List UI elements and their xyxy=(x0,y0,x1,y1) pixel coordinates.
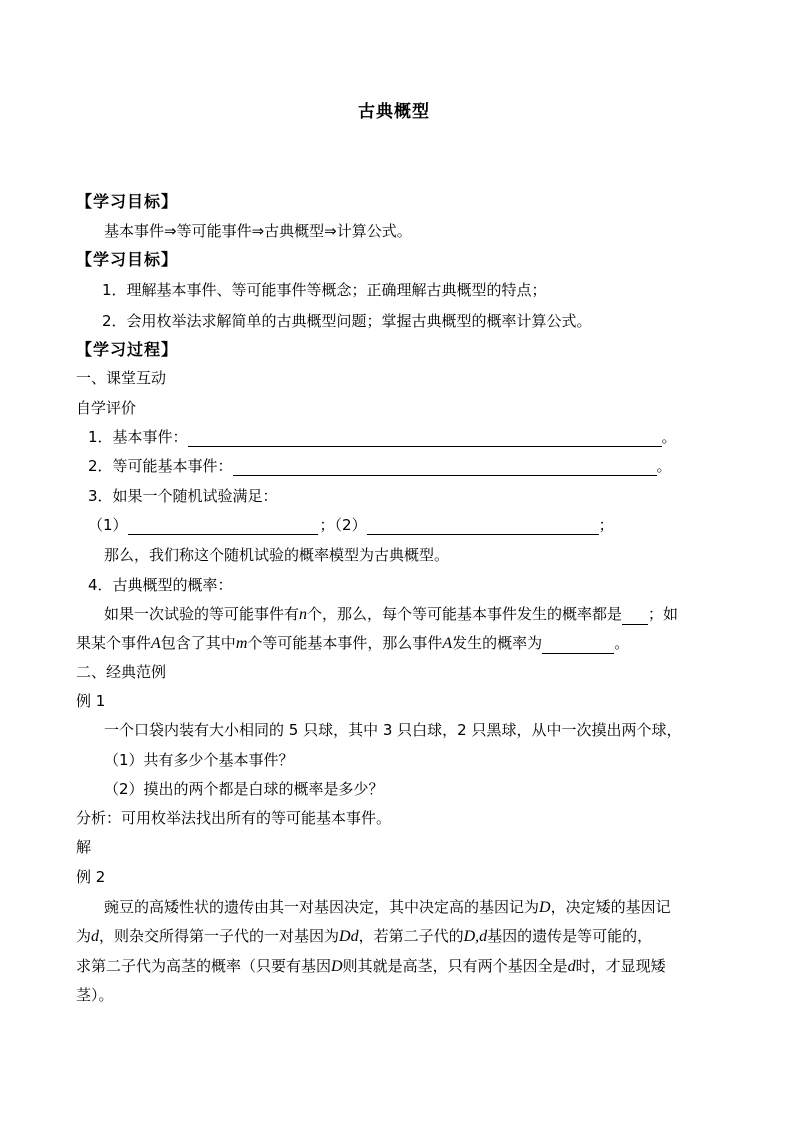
example-1-label: 例 1 xyxy=(76,692,106,710)
variable-A: A xyxy=(151,635,161,652)
condition-2-label: ；（2） xyxy=(319,516,367,534)
ex2-text-c: 为 xyxy=(76,927,92,945)
part-1-heading: 一、课堂互动 xyxy=(76,369,167,387)
answer-blank-6[interactable] xyxy=(542,637,614,654)
section-heading-process: 【学习过程】 xyxy=(76,340,179,359)
q4-text-b: 个，那么，每个等可能基本事件发生的概率都是 xyxy=(307,605,623,623)
answer-blank-5[interactable] xyxy=(622,608,648,625)
section-heading-learning-goals: 【学习目标】 xyxy=(76,192,179,211)
question-2-end: 。 xyxy=(656,457,672,475)
answer-blank-2[interactable] xyxy=(233,459,657,476)
variable-D-2: D xyxy=(331,958,343,975)
condition-1-label: （1） xyxy=(88,516,128,534)
part-2-heading: 二、经典范例 xyxy=(76,663,167,681)
goal-item-2: 2．会用枚举法求解简单的古典概型问题；掌握古典概型的概率计算公式。 xyxy=(102,312,592,330)
q4-text-f: 个等可能基本事件，那么事件 xyxy=(247,634,443,652)
goal-item-1: 1．理解基本事件、等可能事件等概念；正确理解古典概型的特点； xyxy=(102,281,547,299)
example-1-question-1: （1）共有多少个基本事件？ xyxy=(104,751,294,769)
q4-text-e: 包含了其中 xyxy=(160,634,236,652)
ex2-text-e: ，若第二子代的 xyxy=(358,927,464,945)
variable-D-comma-d: D,d xyxy=(463,928,488,945)
question-4: 4．古典概型的概率： xyxy=(88,576,233,594)
ex2-text-i: 时，才显现矮 xyxy=(575,957,666,975)
example-2-line-4: 茎）。 xyxy=(76,986,114,1004)
question-3: 3．如果一个随机试验满足： xyxy=(88,487,278,505)
q4-text-g: 发生的概率为 xyxy=(452,634,543,652)
classical-model-definition: 那么，我们称这个随机试验的概率模型为古典概型。 xyxy=(104,546,450,564)
question-1 xyxy=(88,427,677,447)
q4-text-a: 如果一次试验的等可能事件有 xyxy=(104,605,300,623)
variable-d: d xyxy=(91,928,100,945)
question-4-paragraph-line-2 xyxy=(76,633,629,654)
variable-Dd: Dd xyxy=(339,928,359,945)
concept-chain: 基本事件⇒等可能事件⇒古典概型⇒计算公式。 xyxy=(104,222,412,240)
variable-d-2: d xyxy=(567,958,576,975)
answer-blank-3[interactable] xyxy=(128,518,318,535)
question-4-paragraph-line-1 xyxy=(104,604,678,625)
question-1-end: 。 xyxy=(661,428,677,446)
conditions-end: ； xyxy=(598,516,614,534)
solution-label: 解 xyxy=(76,838,92,856)
example-1-text: 一个口袋内装有大小相同的 5 只球，其中 3 只白球，2 只黑球，从中一次摸出两个球， xyxy=(104,721,682,739)
example-2-line-1 xyxy=(104,897,671,918)
self-study-label: 自学评价 xyxy=(76,399,137,417)
answer-blank-1[interactable] xyxy=(188,430,662,447)
question-2-label: 2．等可能基本事件： xyxy=(88,457,233,475)
q4-text-h: 。 xyxy=(614,634,630,652)
example-1-question-2: （2）摸出的两个都是白球的概率是多少？ xyxy=(104,780,384,798)
example-2-line-2 xyxy=(76,926,652,947)
example-2-label: 例 2 xyxy=(76,868,106,886)
answer-blank-4[interactable] xyxy=(367,518,599,535)
ex2-text-a: 豌豆的高矮性状的遗传由其一对基因决定，其中决定高的基因记为 xyxy=(104,898,540,916)
variable-D: D xyxy=(539,899,551,916)
analysis-text: 分析：可用枚举法找出所有的等可能基本事件。 xyxy=(76,809,392,827)
variable-A-2: A xyxy=(442,635,453,652)
ex2-text-g: 求第二子代为高茎的概率（只要有基因 xyxy=(76,957,332,975)
q4-text-d: 果某个事件 xyxy=(76,634,152,652)
example-2-line-3 xyxy=(76,956,666,977)
q4-text-c: ；如 xyxy=(648,605,679,623)
section-heading-learning-goals-2: 【学习目标】 xyxy=(76,250,179,269)
variable-n: n xyxy=(299,606,308,623)
question-2 xyxy=(88,456,672,476)
ex2-text-h: 则其就是高茎，只有两个基因全是 xyxy=(342,957,568,975)
question-3-conditions xyxy=(88,515,614,535)
variable-m: m xyxy=(235,635,248,652)
ex2-text-d: ，则杂交所得第一子代的一对基因为 xyxy=(99,927,340,945)
page-title: 古典概型 xyxy=(358,102,430,122)
ex2-text-b: ，决定矮的基因记 xyxy=(550,898,671,916)
question-1-label: 1．基本事件： xyxy=(88,428,188,446)
ex2-text-f: 基因的遗传是等可能的， xyxy=(487,927,653,945)
